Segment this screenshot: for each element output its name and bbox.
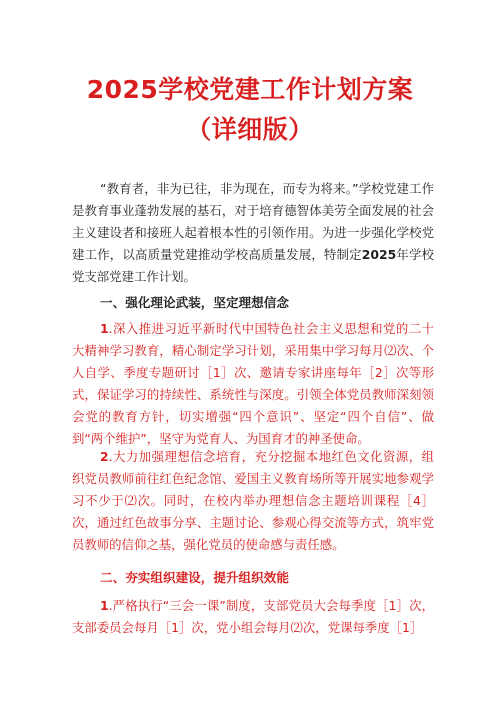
intro-year: 2025: [361, 247, 397, 262]
intro-text: “教育者，非为已往，非为现在，而专为将来。”学校党建工作是教育事业蓬勃发展的基石，对于培育德智体美劳全面发展的社会主义建设者和接班人起着根本性的引领作用。为进一步强化学校党建工作，以高质量党建推动学校高质量发展，特制定: [72, 181, 434, 262]
section-1-item-2: [72, 446, 434, 556]
document-title: 2025学校党建工作计划方案: [86, 75, 414, 104]
item-text: .大力加强理想信念培育，充分挖掘本地红色文化资源，组织党员教师前往红色纪念馆、爱国主义教育场所等开展实地参观学习不少于⑵次。同时，在校内举办理想信念主题培训课程［4］次，通过红色故事分享、主题讨论、参观心得交流等方式，筑牢党员教师的信仰之基，强化党员的使命感与责任感。: [72, 449, 434, 552]
item-text: .深入推进习近平新时代中国特色社会主义思想和党的二十大精神学习教育，精心制定学习计划，采用集中学习每月⑵次、个人自学、季度专题研讨［1］次、邀请专家讲座每年［2］次等形式，保证学习的持续性、系统性与深度。引领全体党员教师深刻领会党的教育方针，切实增强“四个意识”、坚定“四个自信”、做到“两个维护”，坚守为党育人、为国育才的神圣使命。: [72, 321, 434, 446]
document-subtitle: （详细版）: [186, 115, 314, 144]
intro-paragraph: [72, 178, 434, 288]
section-1-heading: 一、强化理论武装，坚定理想信念: [100, 295, 289, 310]
item-text: .严格执行“三会一课”制度，支部党员大会每季度［1］次，支部委员会每月［1］次，党小组会每月⑵次，党课每季度［1］: [72, 598, 434, 635]
item-number: 2: [100, 449, 109, 464]
intro-end: 年学校党支部党建工作计划。: [72, 247, 435, 284]
item-number: 1: [100, 321, 109, 336]
section-1-item-1: [72, 318, 434, 450]
section-2-heading: 二、夯实组织建设，提升组织效能: [100, 570, 289, 585]
item-number: 1: [100, 598, 109, 613]
section-2-item-1: [72, 595, 434, 639]
